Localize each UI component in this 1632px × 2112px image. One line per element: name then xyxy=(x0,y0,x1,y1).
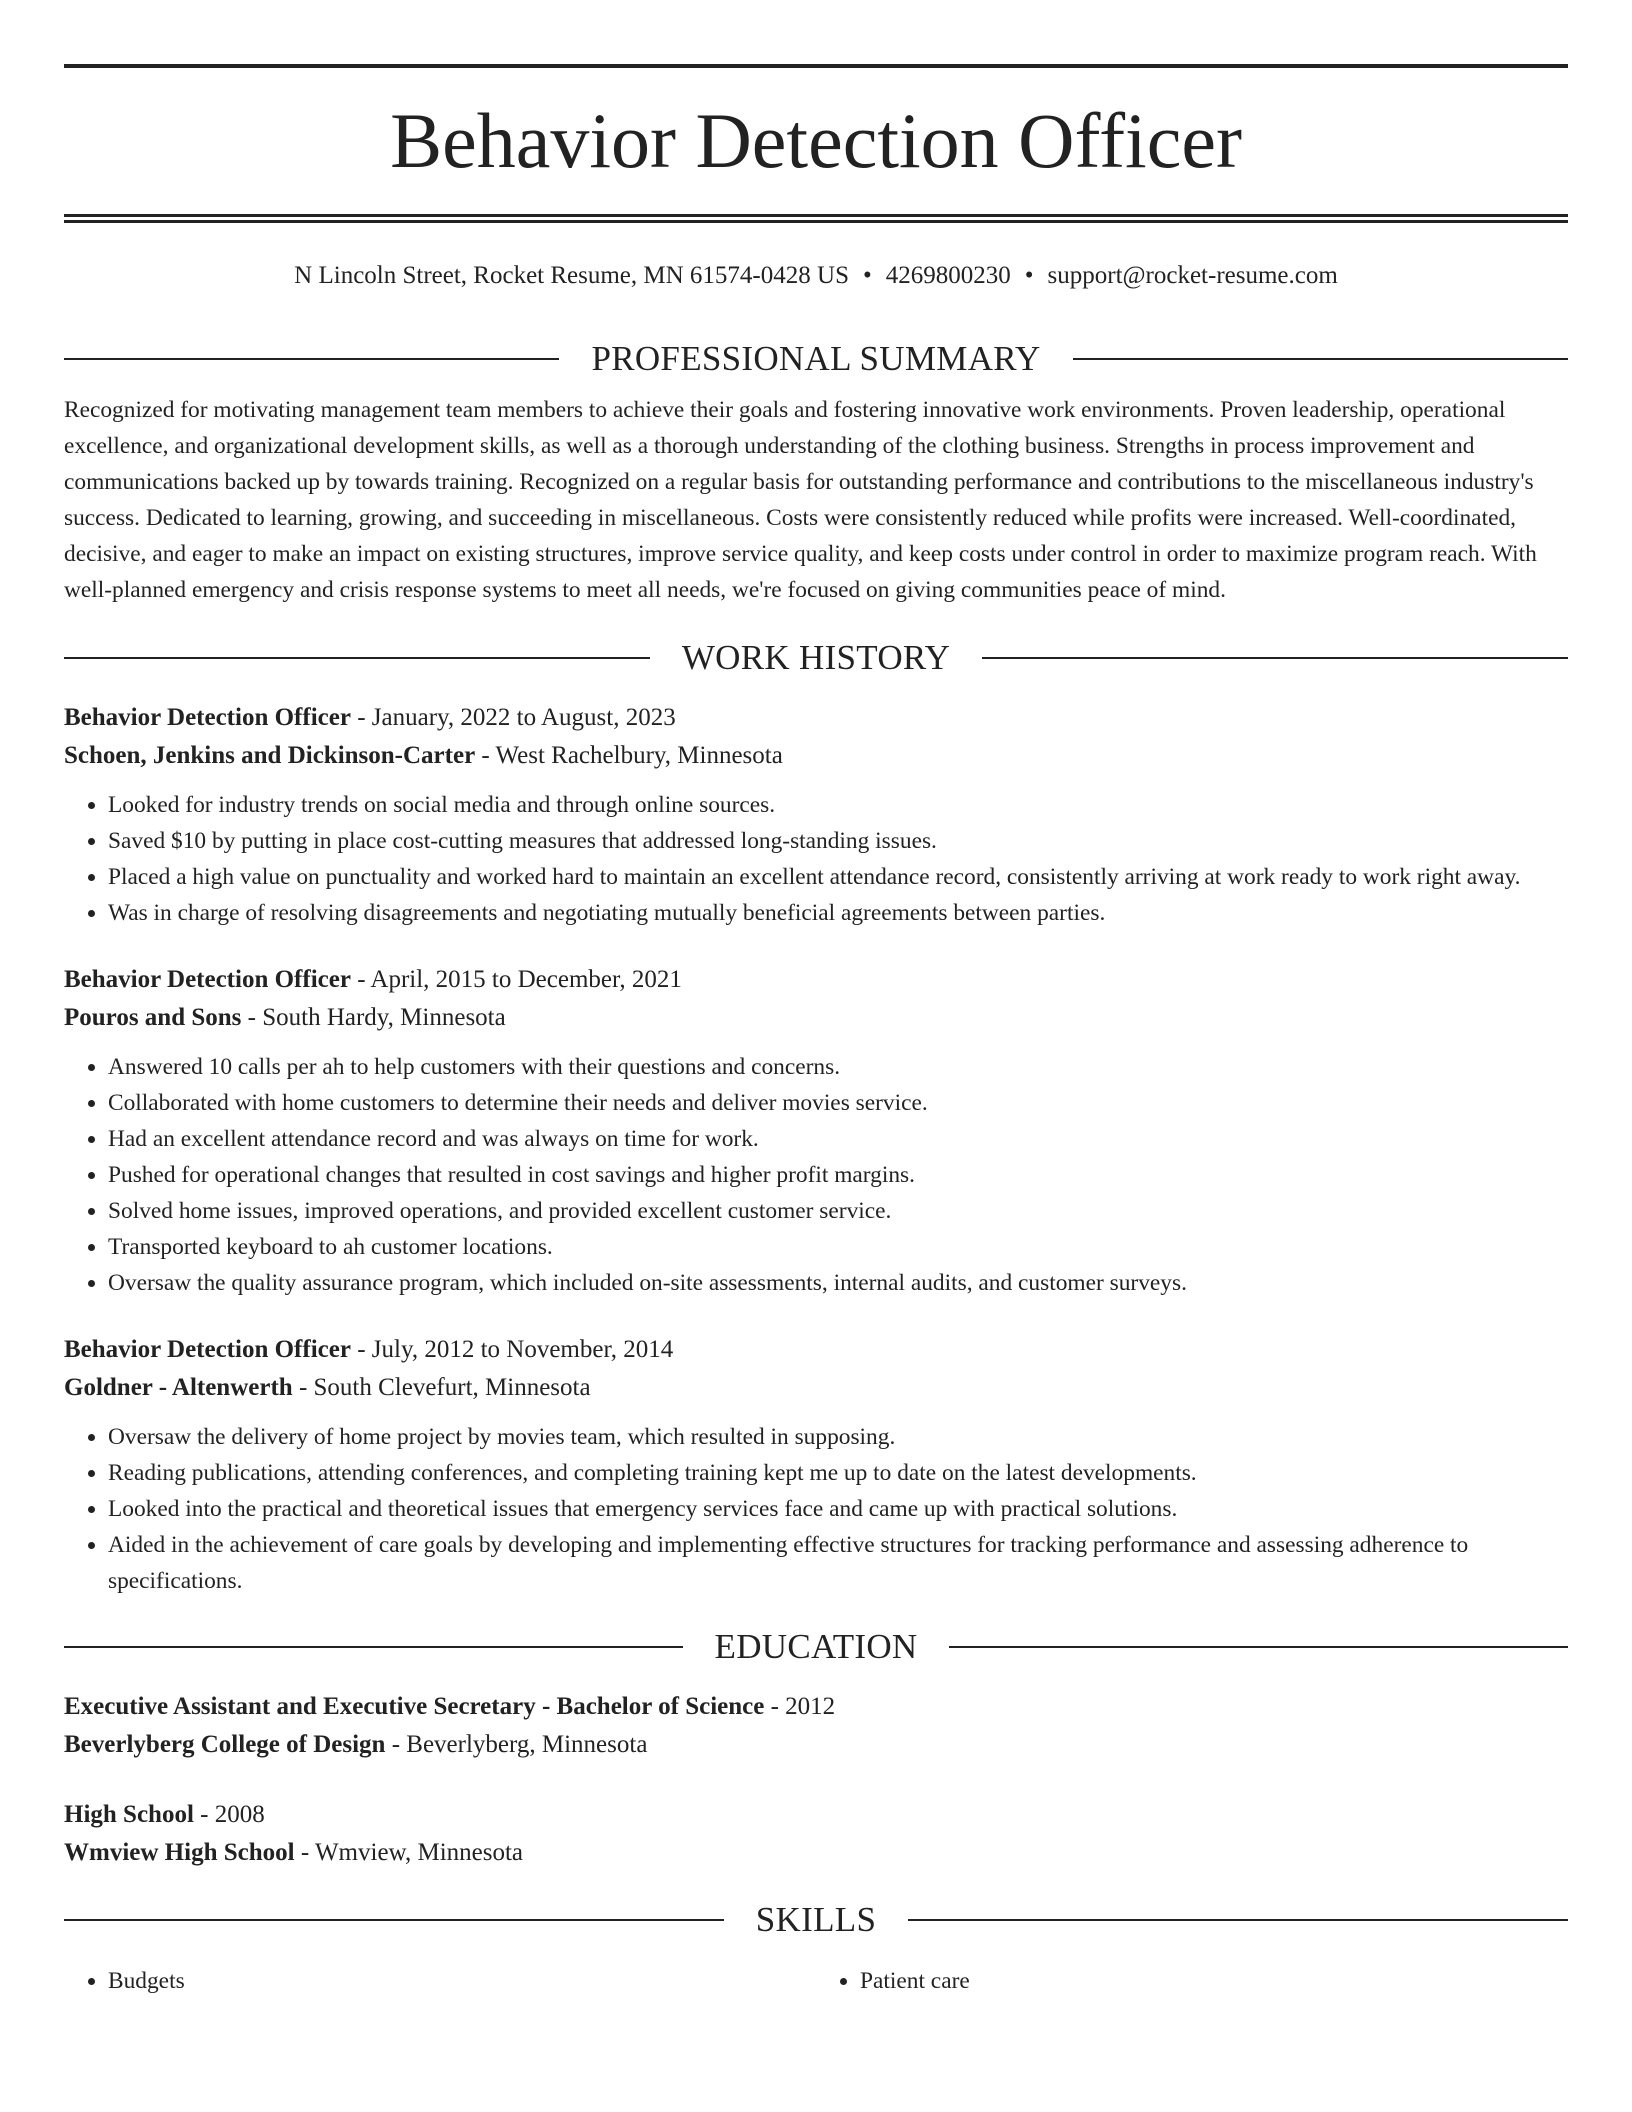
education-school: Beverlyberg College of Design xyxy=(64,1731,386,1758)
list-item: • Transported keyboard to ah customer locations. xyxy=(108,1229,1568,1265)
education-entry xyxy=(64,1800,1568,1868)
section-title: SKILLS xyxy=(755,1900,877,1939)
candidate-name: Behavior Detection Officer xyxy=(390,97,1242,184)
education-entry xyxy=(64,1692,1568,1760)
job-company-line xyxy=(64,741,1568,771)
job-entry xyxy=(64,1335,1568,1599)
contact-line xyxy=(64,261,1568,291)
job-dates: - January, 2022 to August, 2023 xyxy=(350,704,676,731)
list-item: • Saved $10 by putting in place cost-cutting measures that addressed long-standing issues. xyxy=(108,823,1568,859)
list-item: • Looked for industry trends on social media and through online sources. xyxy=(108,787,1568,823)
section-title: PROFESSIONAL SUMMARY xyxy=(591,339,1041,378)
education-year: - 2012 xyxy=(764,1693,836,1720)
section-heading-education xyxy=(64,1629,1568,1664)
job-title-line xyxy=(64,703,1568,733)
job-duties-list xyxy=(64,787,1568,931)
job-title: Behavior Detection Officer xyxy=(64,966,351,993)
job-title: Behavior Detection Officer xyxy=(64,704,351,731)
education-school-line xyxy=(64,1838,1568,1868)
summary-text: Recognized for motivating management team members to achieve their goals and fostering innovative work environments. Proven leadership, operational excellence, and organizational development skills, as well as a thorough understanding of the clothing business. Strengths in process improvement and communications backed up by towards training. Recognized on a regular basis for outstanding performance and contributions to the miscellaneous industry's success. Dedicated to learning, growing, and succeeding in miscellaneous. Costs were consistently reduced while profits were increased. Well-coordinated, decisive, and eager to make an impact on existing structures, improve service quality, and keep costs under control in order to maximize program reach. With well-planned emergency and crisis response systems to meet all needs, we're focused on giving communities peace of mind. xyxy=(64,397,1537,603)
section-heading-summary xyxy=(64,341,1568,376)
heading-rule xyxy=(64,657,650,659)
skills-list xyxy=(64,1963,1568,1999)
education-school: Wmview High School xyxy=(64,1839,295,1866)
education-school-line xyxy=(64,1730,1568,1760)
job-company-line xyxy=(64,1373,1568,1403)
job-title: Behavior Detection Officer xyxy=(64,1336,351,1363)
header-double-rule xyxy=(64,214,1568,223)
list-item: • Collaborated with home customers to determine their needs and deliver movies service. xyxy=(108,1085,1568,1121)
contact-separator: • xyxy=(1024,262,1034,289)
section-heading-work-history xyxy=(64,640,1568,675)
skills-column-right xyxy=(816,1963,1568,1999)
education-degree: High School xyxy=(64,1801,194,1828)
job-location: - West Rachelbury, Minnesota xyxy=(475,742,783,769)
job-company: Schoen, Jenkins and Dickinson-Carter xyxy=(64,742,476,769)
job-location: - South Hardy, Minnesota xyxy=(241,1004,506,1031)
heading-rule xyxy=(64,1646,683,1648)
contact-phone: 4269800230 xyxy=(885,262,1011,289)
section-title: WORK HISTORY xyxy=(681,638,951,677)
job-entry xyxy=(64,703,1568,931)
heading-rule xyxy=(64,358,559,360)
heading-rule xyxy=(982,657,1568,659)
education-degree-line xyxy=(64,1800,1568,1830)
heading-rule xyxy=(949,1646,1568,1648)
job-title-line xyxy=(64,965,1568,995)
heading-rule xyxy=(64,1919,724,1921)
resume-page xyxy=(64,0,1568,1999)
list-item: • Was in charge of resolving disagreements and negotiating mutually beneficial agreements between parties. xyxy=(108,895,1568,931)
heading-rule xyxy=(1073,358,1568,360)
job-entry xyxy=(64,965,1568,1301)
list-item: • Looked into the practical and theoretical issues that emergency services face and came up with practical solutions. xyxy=(108,1491,1568,1527)
list-item: • Answered 10 calls per ah to help customers with their questions and concerns. xyxy=(108,1049,1568,1085)
education-location: - Beverlyberg, Minnesota xyxy=(385,1731,648,1758)
list-item: • Aided in the achievement of care goals by developing and implementing effective structures for tracking performance and assessing adherence to specifications. xyxy=(108,1527,1568,1599)
job-dates: - July, 2012 to November, 2014 xyxy=(350,1336,674,1363)
skill-item: • Budgets xyxy=(108,1963,816,1999)
skills-column-left xyxy=(64,1963,816,1999)
job-company-line xyxy=(64,1003,1568,1033)
section-title: EDUCATION xyxy=(714,1627,918,1666)
list-item: • Oversaw the delivery of home project by movies team, which resulted in supposing. xyxy=(108,1419,1568,1455)
job-dates: - April, 2015 to December, 2021 xyxy=(350,966,682,993)
section-heading-skills xyxy=(64,1902,1568,1937)
list-item: • Oversaw the quality assurance program, which included on-site assessments, internal audits, and customer surveys. xyxy=(108,1265,1568,1301)
education-year: - 2008 xyxy=(193,1801,265,1828)
job-company: Goldner - Altenwerth xyxy=(64,1374,293,1401)
list-item: • Placed a high value on punctuality and worked hard to maintain an excellent attendance record, consistently arriving at work ready to work right away. xyxy=(108,859,1568,895)
job-title-line xyxy=(64,1335,1568,1365)
skill-item: • Patient care xyxy=(860,1963,1568,1999)
job-duties-list xyxy=(64,1049,1568,1301)
education-degree-line xyxy=(64,1692,1568,1722)
list-item: • Pushed for operational changes that resulted in cost savings and higher profit margins. xyxy=(108,1157,1568,1193)
job-location: - South Clevefurt, Minnesota xyxy=(292,1374,591,1401)
list-item: • Had an excellent attendance record and was always on time for work. xyxy=(108,1121,1568,1157)
job-company: Pouros and Sons xyxy=(64,1004,242,1031)
job-duties-list xyxy=(64,1419,1568,1599)
heading-rule xyxy=(908,1919,1568,1921)
education-location: - Wmview, Minnesota xyxy=(294,1839,524,1866)
list-item: • Reading publications, attending conferences, and completing training kept me up to date on the latest developments. xyxy=(108,1455,1568,1491)
contact-separator: • xyxy=(862,262,872,289)
list-item: • Solved home issues, improved operations, and provided excellent customer service. xyxy=(108,1193,1568,1229)
education-degree: Executive Assistant and Executive Secretary - Bachelor of Science xyxy=(64,1693,765,1720)
contact-address: N Lincoln Street, Rocket Resume, MN 61574-0428 US xyxy=(294,262,849,289)
contact-email: support@rocket-resume.com xyxy=(1047,262,1338,289)
